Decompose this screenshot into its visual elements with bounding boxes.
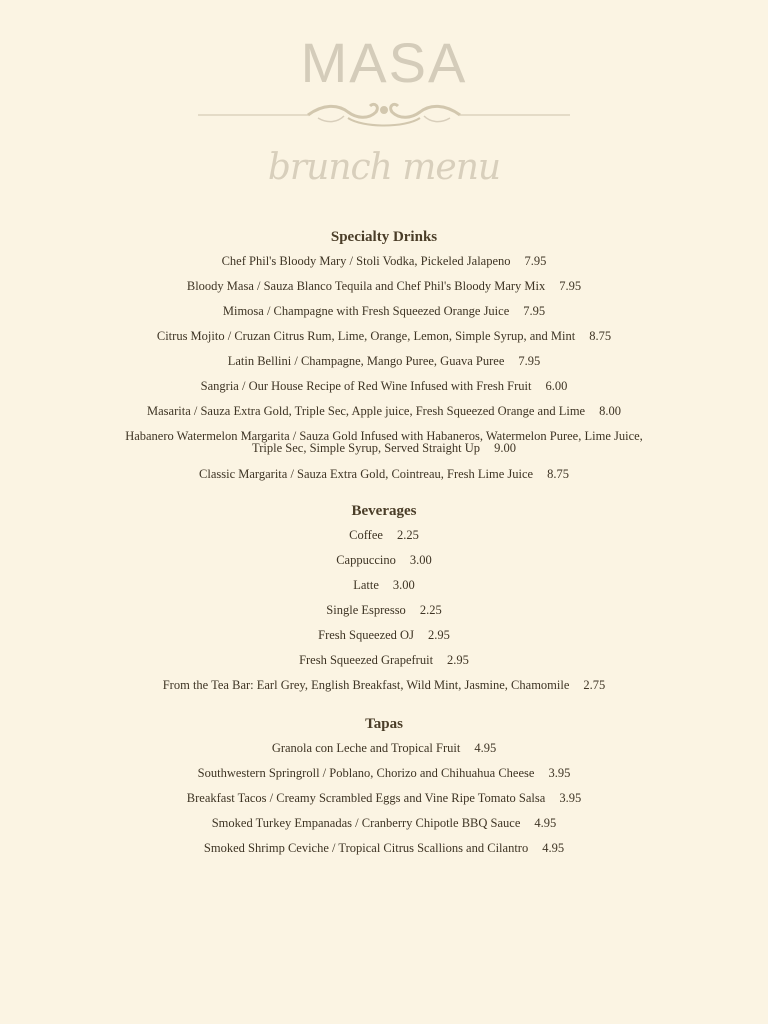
item-text: Breakfast Tacos / Creamy Scrambled Eggs and Vine Ripe Tomato Salsa (186, 791, 546, 805)
section-title: Beverages (351, 503, 417, 519)
item-price: 8.75 (589, 329, 612, 343)
item-text-continued: Triple Sec, Simple Syrup, Served Straight Up (252, 441, 481, 455)
section-beverages (0, 499, 768, 698)
item-price: 7.95 (559, 279, 582, 293)
item-text: Single Espresso (326, 603, 406, 617)
menu-subtitle: brunch menu (267, 147, 501, 188)
menu-item (0, 548, 768, 573)
menu-item (0, 811, 768, 836)
item-price: 7.95 (523, 304, 546, 318)
menu-item (0, 573, 768, 598)
item-text: Fresh Squeezed Grapefruit (299, 653, 434, 667)
item-price: 3.00 (392, 578, 415, 592)
item-text: Coffee (349, 528, 383, 542)
item-price: 8.00 (599, 404, 621, 418)
item-text: Mimosa / Champagne with Fresh Squeezed Orange Juice (222, 304, 510, 318)
item-price: 2.95 (427, 628, 450, 642)
section-spacer (0, 487, 768, 499)
item-text: Bloody Masa / Sauza Blanco Tequila and Chef Phil's Bloody Mary Mix (186, 279, 546, 293)
item-text: Cappuccino (336, 553, 396, 567)
item-text: Granola con Leche and Tropical Fruit (271, 741, 461, 755)
item-text: Chef Phil's Bloody Mary / Stoli Vodka, Pickeled Jalapeno (221, 254, 511, 268)
menu-item (0, 374, 768, 399)
item-price: 9.00 (494, 441, 516, 455)
menu-item (0, 786, 768, 811)
item-price: 2.95 (447, 653, 469, 667)
item-text: From the Tea Bar: Earl Grey, English Breakfast, Wild Mint, Jasmine, Chamomile (162, 678, 570, 692)
menu-item (0, 249, 768, 274)
menu-item (0, 299, 768, 324)
item-text: Smoked Turkey Empanadas / Cranberry Chipotle BBQ Sauce (211, 816, 521, 830)
menu-item (0, 736, 768, 761)
item-price: 7.95 (518, 354, 541, 368)
item-text: Latin Bellini / Champagne, Mango Puree, Guava Puree (227, 354, 505, 368)
item-text: Southwestern Springroll / Poblano, Chorizo and Chihuahua Cheese (197, 766, 535, 780)
menu-item (0, 761, 768, 786)
menu-item (0, 598, 768, 623)
item-price: 7.95 (524, 254, 547, 268)
menu-item (0, 462, 768, 487)
menu-item (0, 424, 768, 462)
item-text: Habanero Watermelon Margarita / Sauza Gold Infused with Habaneros, Watermelon Puree, Lime Juice, (125, 429, 643, 443)
brand-logo: MASA (300, 31, 468, 94)
menu-item (0, 523, 768, 548)
section-title: Specialty Drinks (330, 229, 438, 245)
item-text: Fresh Squeezed OJ (318, 628, 414, 642)
item-price: 8.75 (547, 467, 569, 481)
item-price: 2.75 (583, 678, 606, 692)
item-price: 4.95 (474, 741, 497, 755)
item-price: 2.25 (419, 603, 442, 617)
section-specialty-drinks (0, 225, 768, 487)
menu-item (0, 836, 768, 861)
item-text: Latte (353, 578, 379, 592)
item-price: 6.00 (545, 379, 568, 393)
item-price: 2.25 (396, 528, 419, 542)
menu-item (0, 349, 768, 374)
item-price: 4.95 (534, 816, 557, 830)
flourish-ornament-icon (198, 100, 570, 130)
item-price: 3.95 (548, 766, 571, 780)
item-price: 3.95 (559, 791, 582, 805)
item-text: Citrus Mojito / Cruzan Citrus Rum, Lime, Orange, Lemon, Simple Syrup, and Mint (156, 329, 576, 343)
menu-item (0, 274, 768, 299)
item-text: Classic Margarita / Sauza Extra Gold, Cointreau, Fresh Lime Juice (199, 467, 534, 481)
item-text: Masarita / Sauza Extra Gold, Triple Sec, Apple juice, Fresh Squeezed Orange and Lime (147, 404, 586, 418)
menu-item (0, 399, 768, 424)
item-price: 4.95 (542, 841, 565, 855)
section-spacer (0, 698, 768, 712)
section-title: Tapas (365, 716, 403, 732)
menu-item (0, 324, 768, 349)
item-text: Smoked Shrimp Ceviche / Tropical Citrus Scallions and Cilantro (203, 841, 529, 855)
menu-item (0, 623, 768, 648)
item-text: Sangria / Our House Recipe of Red Wine Infused with Fresh Fruit (200, 379, 532, 393)
menu-item (0, 673, 768, 698)
section-tapas (0, 712, 768, 861)
item-price: 3.00 (409, 553, 432, 567)
menu-item (0, 648, 768, 673)
menu-header (0, 0, 768, 200)
menu-body (0, 225, 768, 861)
